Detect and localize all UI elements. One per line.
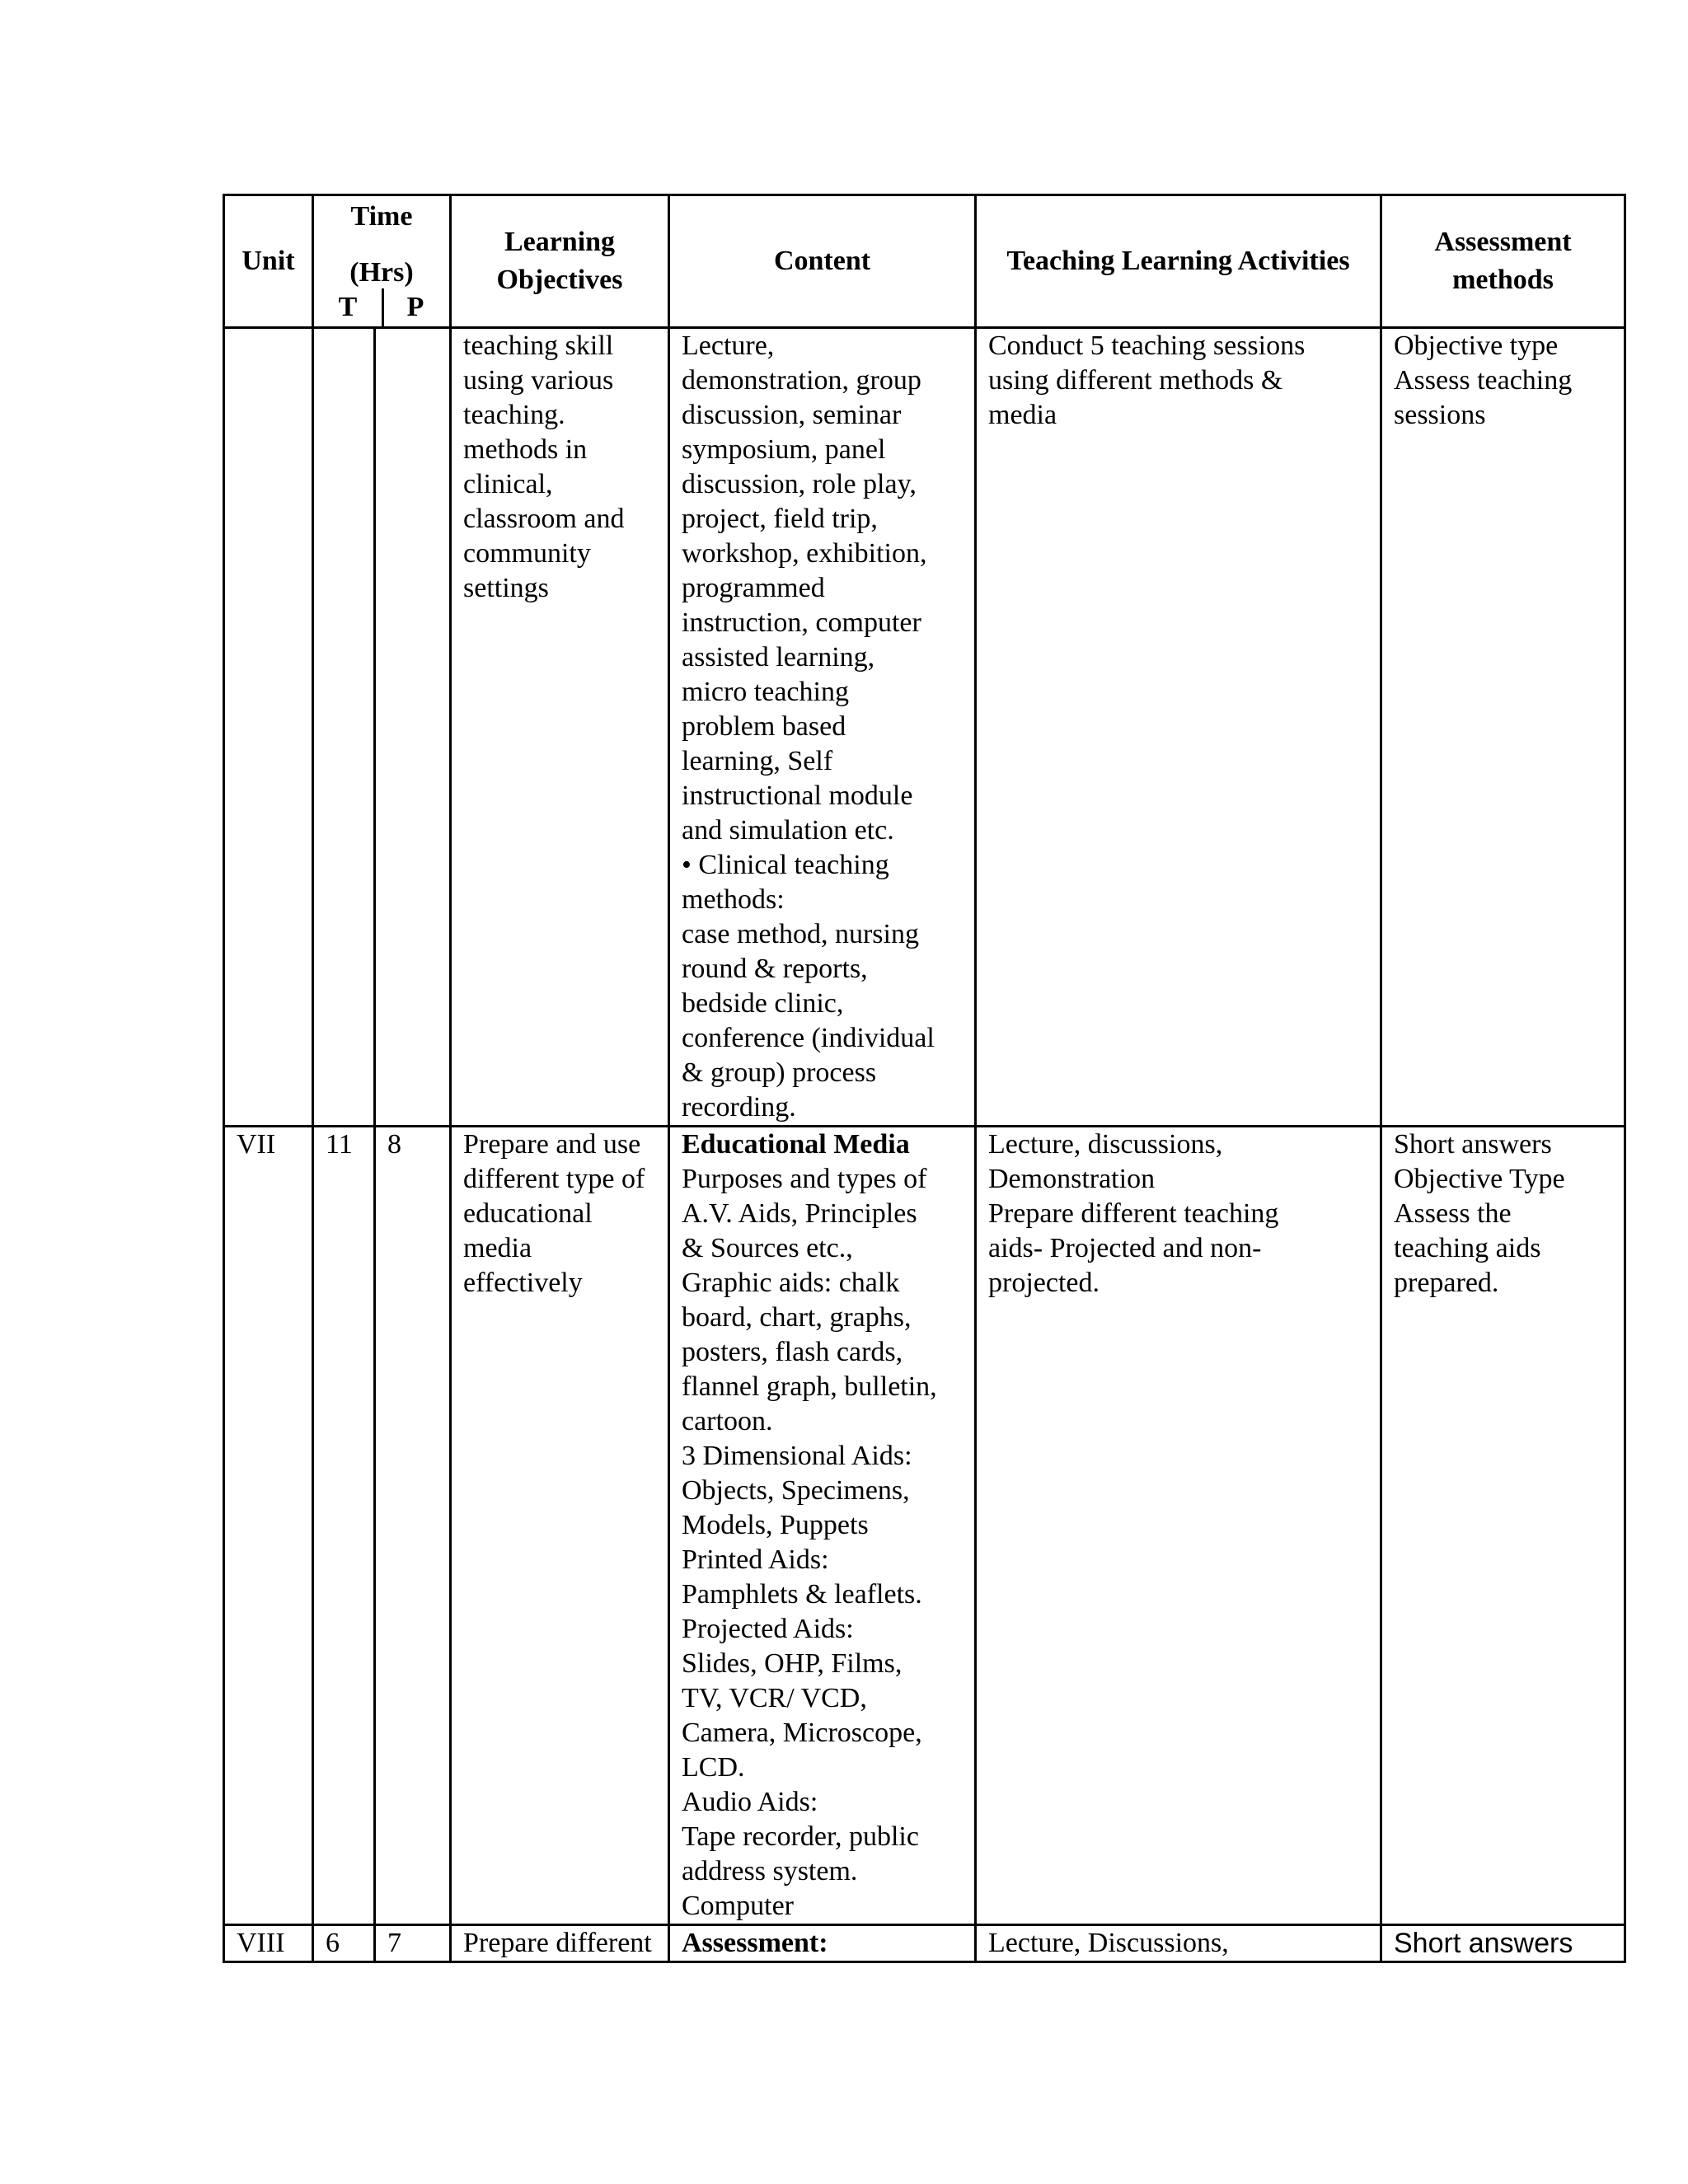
content-cell-line: symposium, panel <box>682 434 886 465</box>
table-row <box>224 1127 1625 1925</box>
content-title: Assessment: <box>682 1928 828 1958</box>
content-cell-line: problem based <box>682 711 846 742</box>
content-cell-line: Audio Aids: <box>682 1787 818 1817</box>
syllabus-page <box>223 194 1624 1959</box>
content-cell-line: board, chart, graphs, <box>682 1302 912 1333</box>
objectives-cell <box>451 1127 669 1925</box>
assessment-cell-line: Short answers <box>1394 1928 1573 1959</box>
activities-cell-line: Lecture, Discussions, <box>988 1928 1229 1958</box>
content-cell-line: cartoon. <box>682 1406 773 1436</box>
assessment-cell-line: prepared. <box>1394 1268 1499 1298</box>
t-hours-cell: 6 <box>313 1925 375 1962</box>
content-cell-line: & group) process <box>682 1057 877 1088</box>
objectives-cell-line: using various <box>463 365 614 396</box>
objectives-cell-line: educational <box>463 1198 593 1229</box>
assessment-cell-line: Assess the <box>1394 1198 1512 1229</box>
content-cell-line: Pamphlets & leaflets. <box>682 1579 922 1610</box>
table-row <box>224 328 1625 1127</box>
activities-cell <box>976 1925 1381 1962</box>
objectives-cell-line: community <box>463 538 591 569</box>
unit-cell: VIII <box>224 1925 313 1962</box>
tp-subheader <box>314 288 449 326</box>
p-hours-cell: 7 <box>375 1925 451 1962</box>
unit-cell: VII <box>224 1127 313 1925</box>
content-cell-line: round & reports, <box>682 954 868 984</box>
assessment-cell <box>1381 1925 1625 1962</box>
activities-cell <box>976 1127 1381 1925</box>
t-hours-cell: 11 <box>313 1127 375 1925</box>
hrs-label: (Hrs) <box>349 257 414 288</box>
t-hours-cell <box>313 328 375 1127</box>
content-cell-line: Slides, OHP, Films, <box>682 1648 903 1679</box>
objectives-cell-line: methods in <box>463 434 588 465</box>
assessment-cell <box>1381 1127 1625 1925</box>
content-cell-line: assisted learning, <box>682 642 875 673</box>
content-cell-line: address system. <box>682 1856 858 1886</box>
content-cell-line: & Sources etc., <box>682 1233 853 1263</box>
time-label: Time <box>350 201 413 232</box>
content-cell-line: • Clinical teaching <box>682 850 889 880</box>
activities-header: Teaching Learning Activities <box>976 195 1381 328</box>
activities-cell-line: Prepare different teaching <box>988 1198 1279 1229</box>
p-header: P <box>406 292 424 322</box>
header-row <box>224 195 1625 328</box>
content-cell-line: micro teaching <box>682 677 849 707</box>
content-title: Educational Media <box>682 1129 910 1160</box>
content-header: Content <box>669 195 976 328</box>
content-cell-line: methods: <box>682 884 785 915</box>
time-header <box>313 195 451 328</box>
objectives-cell-line: settings <box>463 573 549 603</box>
content-cell-line: instructional module <box>682 780 913 811</box>
content-cell <box>669 1925 976 1962</box>
content-cell-line: case method, nursing <box>682 919 919 949</box>
content-cell-line: Lecture, <box>682 330 775 361</box>
content-cell-line: Tape recorder, public <box>682 1821 919 1852</box>
activities-cell-line: media <box>988 400 1057 430</box>
content-cell-line: recording. <box>682 1092 796 1122</box>
table-row <box>224 1925 1625 1962</box>
objectives-cell-line: teaching skill <box>463 330 614 361</box>
syllabus-table <box>223 194 1626 1963</box>
content-cell-line: Projected Aids: <box>682 1614 854 1644</box>
content-cell-line: LCD. <box>682 1752 745 1783</box>
activities-cell-line: Demonstration <box>988 1164 1156 1194</box>
learning-objectives-header: Learning Objectives <box>451 195 669 328</box>
content-cell-line: bedside clinic, <box>682 988 844 1019</box>
content-cell-line: learning, Self <box>682 746 833 776</box>
assessment-cell-line: sessions <box>1394 400 1486 430</box>
assessment-cell-line: Assess teaching <box>1394 365 1573 396</box>
assessment-header: Assessment methods <box>1381 195 1625 328</box>
content-cell-line: 3 Dimensional Aids: <box>682 1441 912 1471</box>
p-hours-cell: 8 <box>375 1127 451 1925</box>
content-cell-line: Models, Puppets <box>682 1510 869 1540</box>
content-cell-line: Computer <box>682 1891 794 1921</box>
t-header: T <box>338 292 358 322</box>
activities-cell-line: using different methods & <box>988 365 1283 396</box>
activities-cell-line: aids- Projected and non- <box>988 1233 1262 1263</box>
activities-cell-line: projected. <box>988 1268 1100 1298</box>
content-cell <box>669 328 976 1127</box>
objectives-cell-line: media <box>463 1233 532 1263</box>
objectives-cell-line: effectively <box>463 1268 583 1298</box>
objectives-cell-line: different type of <box>463 1164 645 1194</box>
content-cell-line: A.V. Aids, Principles <box>682 1198 917 1229</box>
assessment-cell <box>1381 328 1625 1127</box>
content-cell-line: instruction, computer <box>682 607 921 638</box>
p-hours-cell <box>375 328 451 1127</box>
content-cell-line: project, field trip, <box>682 504 878 534</box>
content-cell-line: conference (individual <box>682 1023 935 1053</box>
content-cell-line: and simulation etc. <box>682 815 894 846</box>
content-cell-line: Camera, Microscope, <box>682 1718 922 1748</box>
content-cell-line: Printed Aids: <box>682 1544 829 1575</box>
activities-cell <box>976 328 1381 1127</box>
content-cell-line: Objects, Specimens, <box>682 1475 910 1506</box>
objectives-cell <box>451 328 669 1127</box>
content-cell-line: programmed <box>682 573 825 603</box>
assessment-cell-line: Objective type <box>1394 330 1559 361</box>
content-cell-line: posters, flash cards, <box>682 1337 903 1367</box>
content-cell-line: Graphic aids: chalk <box>682 1268 900 1298</box>
unit-header: Unit <box>224 195 313 328</box>
content-cell-line: flannel graph, bulletin, <box>682 1371 937 1402</box>
content-cell <box>669 1127 976 1925</box>
objectives-cell-line: clinical, <box>463 469 553 499</box>
content-cell-line: discussion, seminar <box>682 400 902 430</box>
content-cell-line: workshop, exhibition, <box>682 538 927 569</box>
content-cell-line: demonstration, group <box>682 365 921 396</box>
assessment-cell-line: teaching aids <box>1394 1233 1541 1263</box>
activities-cell-line: Conduct 5 teaching sessions <box>988 330 1306 361</box>
objectives-cell <box>451 1925 669 1962</box>
content-cell-line: TV, VCR/ VCD, <box>682 1683 867 1713</box>
unit-cell <box>224 328 313 1127</box>
objectives-cell-line: Prepare and use <box>463 1129 641 1160</box>
content-cell-line: discussion, role play, <box>682 469 917 499</box>
activities-cell-line: Lecture, discussions, <box>988 1129 1223 1160</box>
assessment-cell-line: Objective Type <box>1394 1164 1565 1194</box>
objectives-cell-line: classroom and <box>463 504 625 534</box>
objectives-cell-line: Prepare different <box>463 1928 652 1958</box>
assessment-cell-line: Short answers <box>1394 1129 1552 1160</box>
objectives-cell-line: teaching. <box>463 400 565 430</box>
content-cell-line: Purposes and types of <box>682 1164 927 1194</box>
